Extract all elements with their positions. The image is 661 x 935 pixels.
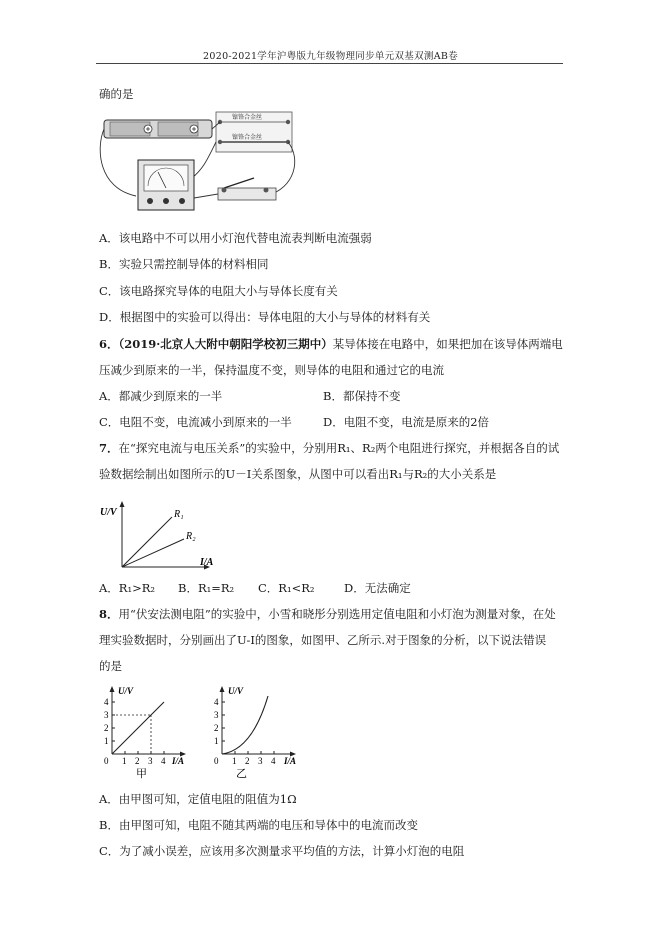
yi-y-tick: 3	[214, 710, 219, 720]
q7-x-axis-label: I/A	[200, 557, 214, 568]
yi-y-tick: 2	[214, 723, 219, 733]
yi-caption: 乙	[236, 768, 247, 780]
yi-x-tick: 1	[232, 756, 237, 766]
q5-stem-tail: 确的是	[99, 87, 134, 101]
q5-circuit-figure	[96, 108, 306, 218]
q8-stem-line2: 理实验数据时，分别画出了U-I的图象，如图甲、乙所示.对于图象的分析，以下说法错误	[99, 633, 547, 647]
yi-y-tick: 1	[214, 736, 219, 746]
q6-stem-line2: 压减少到原来的一半，保持温度不变，则导体的电阻和通过它的电流	[99, 363, 444, 377]
q6-option-a: A．都减少到原来的一半	[99, 389, 223, 403]
yi-x-axis-label: I/A	[284, 756, 297, 766]
wire1-label: 镍铬合金丝	[232, 115, 263, 121]
q7-option-a: A．R₁>R₂	[99, 581, 155, 595]
q6-option-d: D．电阻不变，电流是原来的2倍	[323, 415, 490, 429]
header-divider	[96, 63, 563, 64]
jia-origin: 0	[104, 756, 109, 766]
switch-lever	[224, 178, 254, 188]
q6-stem-text: 某导体接在电路中，如果把加在该导体两端电	[332, 337, 563, 351]
q7-option-d: D．无法确定	[344, 581, 411, 595]
q7-stem-line1	[99, 440, 559, 456]
q7-r2-label: R₂	[186, 531, 196, 542]
jia-y-tick: 3	[104, 710, 109, 720]
q5-option-c: C．该电路探究导体的电阻大小与导体长度有关	[99, 284, 338, 298]
q6-option-b: B．都保持不变	[323, 389, 401, 403]
q5-option-b: B．实验只需控制导体的材料相同	[99, 257, 269, 271]
q7-stem-line2: 验数据绘制出如图所示的U－I关系图象，从图中可以看出R₁与R₂的大小关系是	[99, 467, 497, 481]
q7-line-r2	[122, 539, 184, 567]
q8-option-a: A．由甲图可知，定值电阻的阻值为1Ω	[99, 792, 297, 806]
jia-x-axis-label: I/A	[172, 756, 185, 766]
q7-r1-label: R₁	[174, 509, 184, 520]
jia-y-axis-label: U/V	[118, 686, 134, 696]
q7-y-axis-label: U/V	[100, 507, 117, 518]
q8-stem-text: 用“伏安法测电阻”的实验中，小雪和晓彤分别选用定值电阻和小灯泡为测量对象，在处	[118, 607, 556, 621]
yi-x-tick: 2	[245, 756, 250, 766]
yi-y-tick: 4	[214, 697, 219, 707]
jia-line	[112, 702, 164, 754]
q5-option-d: D．根据图中的实验可以得出：导体电阻的大小与导体的材料有关	[99, 310, 431, 324]
jia-y-tick: 2	[104, 723, 109, 733]
q8-stem-line3: 的是	[99, 659, 122, 673]
yi-y-axis-label: U/V	[228, 686, 244, 696]
q7-line-r1	[122, 517, 172, 567]
q8-graph-jia	[96, 684, 196, 780]
q6-number: 6．	[99, 337, 119, 351]
q8-option-c: C．为了减小误差，应该用多次测量求平均值的方法，计算小灯泡的电阻	[99, 844, 465, 858]
yi-curve	[222, 696, 268, 754]
connecting-wire	[100, 129, 136, 196]
yi-origin: 0	[214, 756, 219, 766]
q8-stem-line1	[99, 606, 556, 622]
jia-caption: 甲	[136, 768, 147, 780]
yi-y-ticks	[214, 697, 225, 746]
jia-x-tick: 3	[148, 756, 153, 766]
q7-number: 7．	[99, 441, 119, 455]
jia-y-tick: 1	[104, 736, 109, 746]
jia-x-tick: 1	[122, 756, 127, 766]
wire2-label: 镍铬合金丝	[232, 135, 263, 141]
q7-ui-graph	[100, 497, 220, 575]
q6-source: （2019·北京人大附中朝阳学校初三期中）	[118, 337, 333, 351]
q7-stem-text: 在“探究电流与电压关系”的实验中，分别用R₁、R₂两个电阻进行探究，并根据各自的试	[118, 441, 560, 455]
q8-number: 8．	[99, 607, 119, 621]
q7-option-c: C．R₁<R₂	[258, 581, 315, 595]
jia-x-tick: 2	[135, 756, 140, 766]
q6-stem-line1	[99, 336, 563, 352]
q7-option-b: B．R₁=R₂	[178, 581, 235, 595]
jia-y-ticks	[104, 697, 115, 746]
page-header-title: 2020-2021学年沪粤版九年级物理同步单元双基双测AB卷	[203, 51, 458, 62]
yi-x-tick: 3	[258, 756, 263, 766]
q5-option-a: A．该电路中不可以用小灯泡代替电流表判断电流强弱	[99, 231, 372, 245]
ammeter-dial	[144, 165, 188, 191]
jia-x-tick: 4	[161, 756, 166, 766]
q8-option-b: B．由甲图可知，电阻不随其两端的电压和导体中的电流而改变	[99, 818, 418, 832]
q6-option-c: C．电阻不变，电流减小到原来的一半	[99, 415, 292, 429]
q8-graph-yi	[206, 684, 310, 780]
yi-x-tick: 4	[271, 756, 276, 766]
jia-y-tick: 4	[104, 697, 109, 707]
